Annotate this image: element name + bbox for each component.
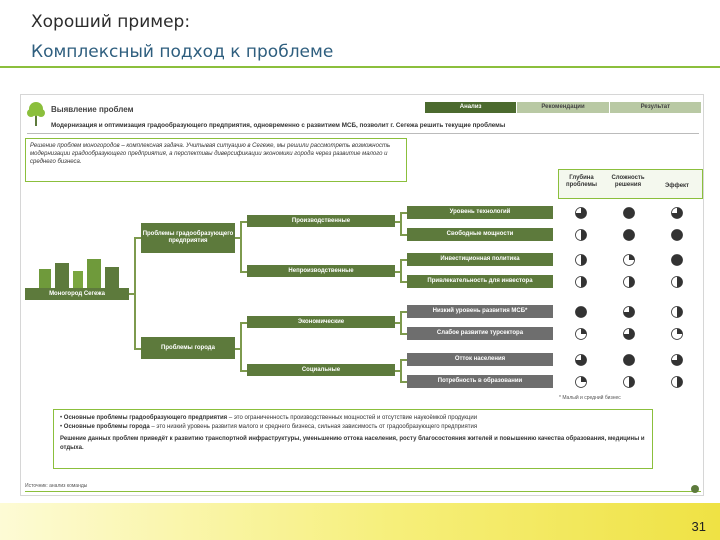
rating-ball-icon bbox=[672, 277, 683, 288]
rating-ball-icon bbox=[624, 230, 635, 241]
leaf-free-capacity: Свободные мощности bbox=[407, 228, 553, 241]
bullet2-text: – это низкий уровень развития малого и среднего бизнеса, сильная зависимость от градообразующего предприятия bbox=[149, 423, 478, 430]
summary-conclusion: Решение данных проблем приведёт к развитию транспортной инфраструктуры, уменьшению оттока населения, росту благосостояния жителей и повышению качества образования, медицины и отдыха. bbox=[60, 436, 645, 452]
slide-title-line2: Комплексный подход к проблеме bbox=[31, 42, 334, 62]
nav-dot-icon bbox=[691, 485, 699, 493]
rating-ball-icon bbox=[576, 255, 587, 266]
rating-ball-icon bbox=[624, 208, 635, 219]
tab-recommendations[interactable]: Рекомендации bbox=[517, 102, 608, 113]
leaf-investor-attractiveness: Привлекательность для инвестора bbox=[407, 275, 553, 288]
rating-ball-icon bbox=[624, 307, 635, 318]
rating-ball-icon bbox=[672, 208, 683, 219]
summary-bullet-city: • Основные проблемы города – это низкий уровень развития малого и среднего бизнеса, сильная зависимость от градообразующего предприятия bbox=[60, 423, 478, 430]
rating-ball-icon bbox=[672, 355, 683, 366]
rating-ball-icon bbox=[672, 377, 683, 388]
summary-box bbox=[53, 409, 653, 469]
city-buildings-icon bbox=[35, 257, 125, 291]
rating-ball-icon bbox=[576, 230, 587, 241]
rating-ball-icon bbox=[672, 255, 683, 266]
rating-ball-icon bbox=[576, 307, 587, 318]
slide-image bbox=[20, 94, 704, 496]
sub-node-production: Производственные bbox=[247, 215, 395, 227]
leaf-technology-level: Уровень технологий bbox=[407, 206, 553, 219]
rating-ball-icon bbox=[624, 329, 635, 340]
col-header-effect: Эффект bbox=[665, 183, 689, 189]
rating-ball-icon bbox=[624, 277, 635, 288]
rating-ball-icon bbox=[672, 307, 683, 318]
footer-band bbox=[0, 503, 720, 540]
tab-result[interactable]: Результат bbox=[610, 102, 701, 113]
tab-analysis[interactable]: Анализ bbox=[425, 102, 516, 113]
root-node: Моногород Сегежа bbox=[25, 288, 129, 300]
leaf-investment-policy: Инвестиционная политика bbox=[407, 253, 553, 266]
tree-logo-icon bbox=[25, 99, 47, 129]
bottom-rule bbox=[25, 491, 701, 492]
leaf-population-outflow: Отток населения bbox=[407, 353, 553, 366]
rating-ball-icon bbox=[624, 355, 635, 366]
col-header-complexity: Сложность решения bbox=[611, 175, 645, 189]
intro-text: Решение проблем моногородов – комплексная задача. Учитывая ситуацию в Сегеже, мы решили рассмотреть возможность модернизации градообразующего предприятия, а перспективы диверсификации экономики города через развитие малого и среднего бизнеса. bbox=[25, 138, 407, 182]
leaf-education-need: Потребность в образовании bbox=[407, 375, 553, 388]
rating-ball-icon bbox=[672, 329, 683, 340]
group-node-enterprise: Проблемы градообразующего предприятия bbox=[141, 223, 235, 253]
rating-ball-icon bbox=[672, 230, 683, 241]
footnote: * Малый и средний бизнес bbox=[559, 395, 621, 401]
tab-bar bbox=[425, 102, 701, 113]
col-header-depth: Глубина проблемы bbox=[565, 175, 598, 189]
rating-ball-icon bbox=[576, 277, 587, 288]
rating-ball-icon bbox=[624, 377, 635, 388]
rating-ball-icon bbox=[576, 377, 587, 388]
sub-node-economic: Экономические bbox=[247, 316, 395, 328]
rating-ball-icon bbox=[576, 329, 587, 340]
sub-node-social: Социальные bbox=[247, 364, 395, 376]
section-title: Выявление проблем bbox=[51, 105, 134, 114]
summary-bullet-enterprise: • Основные проблемы градообразующего предприятия – это ограниченность производственных мощностей и отсутствие наукоёмкой продукции bbox=[60, 415, 478, 421]
sub-node-nonproduction: Непроизводственные bbox=[247, 265, 395, 277]
slide-title-line1: Хороший пример: bbox=[31, 12, 191, 32]
group-node-city: Проблемы города bbox=[141, 337, 235, 359]
title-divider bbox=[0, 66, 720, 68]
source-note: Источник: анализ команды bbox=[25, 483, 88, 489]
slide-subtitle: Модернизация и оптимизация градообразующего предприятия, одновременно с развитием МСБ, позволит г. Сегежа решить текущие проблемы bbox=[51, 122, 506, 129]
bullet2-bold: Основные проблемы города bbox=[63, 423, 150, 430]
bullet1-text: – это ограниченность производственных мощностей и отсутствие наукоёмкой продукции bbox=[227, 415, 478, 421]
leaf-sme-development: Низкий уровень развития МСБ* bbox=[407, 305, 553, 318]
page-number: 31 bbox=[691, 519, 706, 534]
leaf-tourism-development: Слабое развитие турсектора bbox=[407, 327, 553, 340]
rating-ball-icon bbox=[576, 355, 587, 366]
rating-ball-icon bbox=[624, 255, 635, 266]
bullet1-bold: Основные проблемы градообразующего предприятия bbox=[63, 415, 228, 421]
rating-ball-icon bbox=[576, 208, 587, 219]
divider bbox=[27, 133, 699, 134]
